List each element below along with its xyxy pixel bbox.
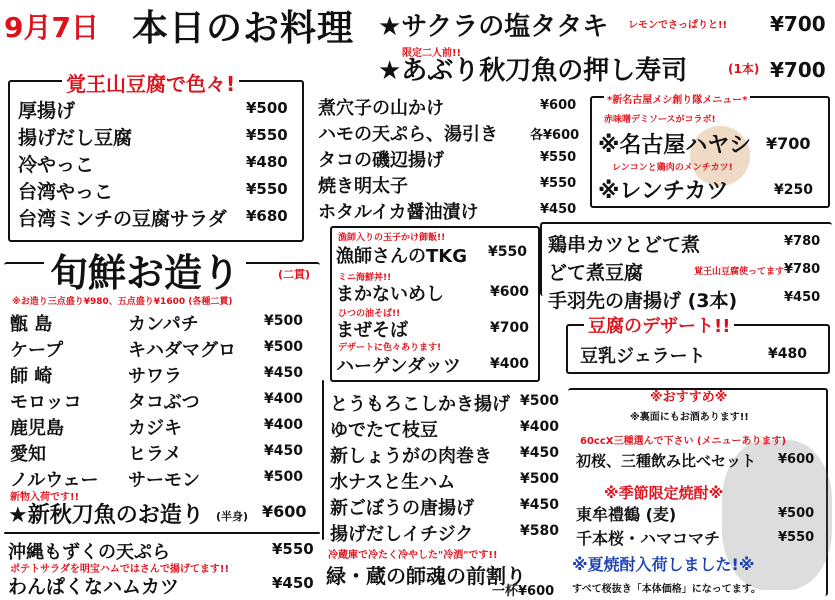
- tofu-item-name: 台湾ミンチの豆腐サラダ: [18, 208, 227, 230]
- middle-item-name: タコの磯辺揚げ: [318, 150, 444, 171]
- drinks-price1: ¥600: [778, 452, 815, 467]
- tofu-item-price: ¥680: [246, 207, 288, 225]
- page-title: 本日のお料理: [132, 8, 355, 49]
- sashimi-new-price: ¥600: [262, 502, 307, 521]
- drinks-footer: すべて桜抜き「本体価格」になってます。: [572, 584, 761, 595]
- special2-note: 限定二人前!!: [402, 48, 462, 59]
- bl-item1: 沖縄もずくの天ぷら: [8, 542, 170, 563]
- nagoya-item2: ※レンチカツ: [598, 179, 729, 204]
- middle-item-price: ¥550: [540, 176, 577, 191]
- summer-shochu: ※夏焼酎入荷しました!※: [572, 555, 755, 574]
- fried-item-name: ゆでたて枝豆: [330, 420, 438, 441]
- fried-item-name: 新しょうがの肉巻き: [330, 446, 492, 467]
- sashimi-fish: カンパチ: [128, 314, 199, 335]
- special1-note: レモンでさっぱりと!!: [628, 20, 728, 31]
- chicken-item-name: 鶏串カツとどて煮: [548, 234, 701, 256]
- special2-name: ★あぶり秋刀魚の押し寿司: [378, 56, 688, 86]
- nagoya-note2: レンコンと鶏肉のメンチカツ!: [612, 163, 733, 173]
- fried-divider: [322, 380, 324, 540]
- sashimi-new-note: 新物入荷です!!: [10, 492, 80, 503]
- chicken-item-price: ¥780: [784, 262, 821, 277]
- fried-note: 冷蔵庫で冷たく冷やした"冷酒"です!!: [328, 550, 498, 561]
- fried-item-price: ¥500: [520, 471, 559, 487]
- middle-item-price: ¥450: [540, 202, 577, 217]
- tofu-item-name: 揚げだし豆腐: [18, 127, 133, 149]
- nagoya-price1: ¥700: [766, 134, 811, 153]
- fried-sake: 緑・蔵の師魂の前割り: [326, 564, 526, 588]
- tofu-title: 覚王山豆腐で色々!: [62, 68, 239, 97]
- middle-item-name: ホタルイカ醤油漬け: [318, 202, 479, 223]
- sashimi-fish: カジキ: [128, 418, 182, 439]
- sashimi-fish: ヒラメ: [128, 444, 182, 465]
- rice-note1: 漁師入りの玉子かけ御飯!!: [338, 233, 446, 243]
- tofu-item-price: ¥550: [246, 180, 288, 198]
- sashimi-price: ¥500: [264, 339, 303, 355]
- sashimi-origin: モロッコ: [10, 392, 82, 413]
- sashimi-fish: キハダマグロ: [128, 340, 236, 361]
- sashimi-price: ¥400: [264, 417, 303, 433]
- tofu-item-name: 台湾やっこ: [18, 181, 114, 203]
- fried-item-price: ¥450: [520, 445, 559, 461]
- middle-item-name: 焼き明太子: [318, 176, 408, 197]
- bl-note: ポテトサラダを明宝ハムではさんで揚げてます!!: [10, 564, 230, 575]
- tofu-item-price: ¥550: [246, 126, 288, 144]
- sashimi-price: ¥500: [264, 313, 303, 329]
- chicken-item-price: ¥450: [784, 290, 821, 305]
- rice-item3: まぜそば: [336, 320, 408, 341]
- sashimi-fish: サワラ: [128, 366, 182, 387]
- nagoya-item1: ※名古屋ハヤシ: [598, 133, 752, 158]
- fried-item-name: 揚げだしイチジク: [330, 524, 474, 545]
- drinks-price2: ¥500: [778, 506, 815, 521]
- sashimi-origin: 愛知: [10, 444, 46, 465]
- fried-item-name: 水ナスと生ハム: [330, 472, 456, 493]
- chicken-item-name: 手羽先の唐揚げ (3本): [548, 290, 738, 312]
- rice-price2: ¥600: [490, 284, 529, 300]
- rice-price4: ¥400: [490, 356, 529, 372]
- bottom-left-divider: [4, 532, 320, 534]
- middle-item-name: 煮穴子の山かけ: [318, 98, 444, 119]
- sashimi-origin: ノルウェー: [10, 470, 99, 491]
- rice-price1: ¥550: [488, 244, 527, 260]
- drinks-price3: ¥550: [778, 530, 815, 545]
- sashimi-new-unit: (半身): [216, 510, 249, 523]
- middle-item-price: ¥550: [540, 150, 577, 165]
- tofu-item-price: ¥500: [246, 99, 288, 117]
- tofu-item-name: 厚揚げ: [18, 100, 76, 122]
- middle-item-price: 各¥600: [530, 128, 580, 143]
- rice-item1: 漁師さんのTKG: [336, 246, 468, 267]
- sashimi-fish: サーモン: [128, 470, 200, 491]
- fried-item-name: とうもろこしかき揚げ: [330, 394, 510, 415]
- fried-item-name: 新ごぼうの唐揚げ: [330, 498, 474, 519]
- dessert-price: ¥480: [768, 346, 807, 362]
- rice-note4: デザートに色々あります!: [338, 343, 442, 353]
- fried-sake-price: 一杯¥600: [492, 584, 555, 599]
- sashimi-origin: 鹿児島: [10, 418, 64, 439]
- chicken-item-name: どて煮豆腐: [548, 262, 644, 284]
- chicken-item-price: ¥780: [784, 234, 821, 249]
- drinks-note: 60ccX三種選んで下さい (メニューあります): [580, 436, 787, 447]
- shochu-title: ※季節限定焼酎※: [604, 484, 724, 502]
- drinks-title: ※おすすめ※: [650, 390, 728, 405]
- special2-price: ¥700: [770, 58, 826, 82]
- sashimi-origin: 師 崎: [10, 366, 53, 387]
- drinks-subnote: ※裏面にもお酒あります!!: [630, 412, 749, 423]
- sashimi-origin: ケープ: [10, 340, 64, 361]
- sashimi-price-note: ※お造り三点盛り¥980、五点盛り¥1600 (各種二貫): [12, 297, 233, 307]
- drinks-item2: 東牟禮鶴 (麦): [576, 505, 677, 524]
- sashimi-price: ¥500: [264, 469, 303, 485]
- drinks-item3: 千本桜・ハマコマチ: [576, 529, 721, 548]
- tofu-item-price: ¥480: [246, 153, 288, 171]
- sashimi-price: ¥450: [264, 365, 303, 381]
- special1-name: ★サクラの塩タタキ: [378, 12, 609, 42]
- sashimi-price: ¥450: [264, 443, 303, 459]
- middle-item-name: ハモの天ぷら、湯引き: [318, 124, 498, 145]
- dessert-item: 豆乳ジェラート: [580, 346, 706, 367]
- rice-note3: ひつの油そば!!: [338, 309, 401, 319]
- rice-item2: まかないめし: [336, 284, 444, 305]
- chicken-item-note: 覚王山豆腐使ってます: [694, 267, 785, 277]
- fried-item-price: ¥580: [520, 523, 559, 539]
- bl-price2: ¥450: [272, 574, 314, 592]
- bl-price1: ¥550: [272, 540, 314, 558]
- sashimi-origin: 甑 島: [10, 314, 53, 335]
- sashimi-new-item: ★新秋刀魚のお造り: [8, 503, 204, 528]
- date: 9月7日: [4, 11, 99, 44]
- special2-unit: (1本): [728, 62, 760, 76]
- nagoya-price2: ¥250: [774, 182, 813, 198]
- sashimi-price: ¥400: [264, 391, 303, 407]
- drinks-item1: 初桜、三種飲み比べセット: [576, 452, 757, 470]
- fried-item-price: ¥450: [520, 497, 559, 513]
- special1-price: ¥700: [770, 12, 826, 36]
- middle-item-price: ¥600: [540, 98, 577, 113]
- rice-note2: ミニ海鮮丼!!: [338, 273, 392, 283]
- rice-price3: ¥700: [490, 320, 529, 336]
- rice-item4: ハーゲンダッツ: [336, 356, 461, 377]
- sashimi-title-note: (二貫): [278, 268, 311, 281]
- fried-item-price: ¥400: [520, 419, 559, 435]
- nagoya-note1: 赤味噌デミソースがコラボ!: [604, 115, 716, 125]
- nagoya-title: *新名古屋メシ創り隊メニュー*: [604, 91, 750, 106]
- sashimi-fish: タコぶつ: [128, 392, 200, 413]
- sashimi-title: 旬鮮お造り: [44, 242, 246, 297]
- bl-item2: わんぱくなハムカツ: [8, 576, 180, 598]
- dessert-title: 豆腐のデザート!!: [584, 312, 734, 338]
- fried-item-price: ¥500: [520, 393, 559, 409]
- tofu-item-name: 冷やっこ: [18, 154, 95, 176]
